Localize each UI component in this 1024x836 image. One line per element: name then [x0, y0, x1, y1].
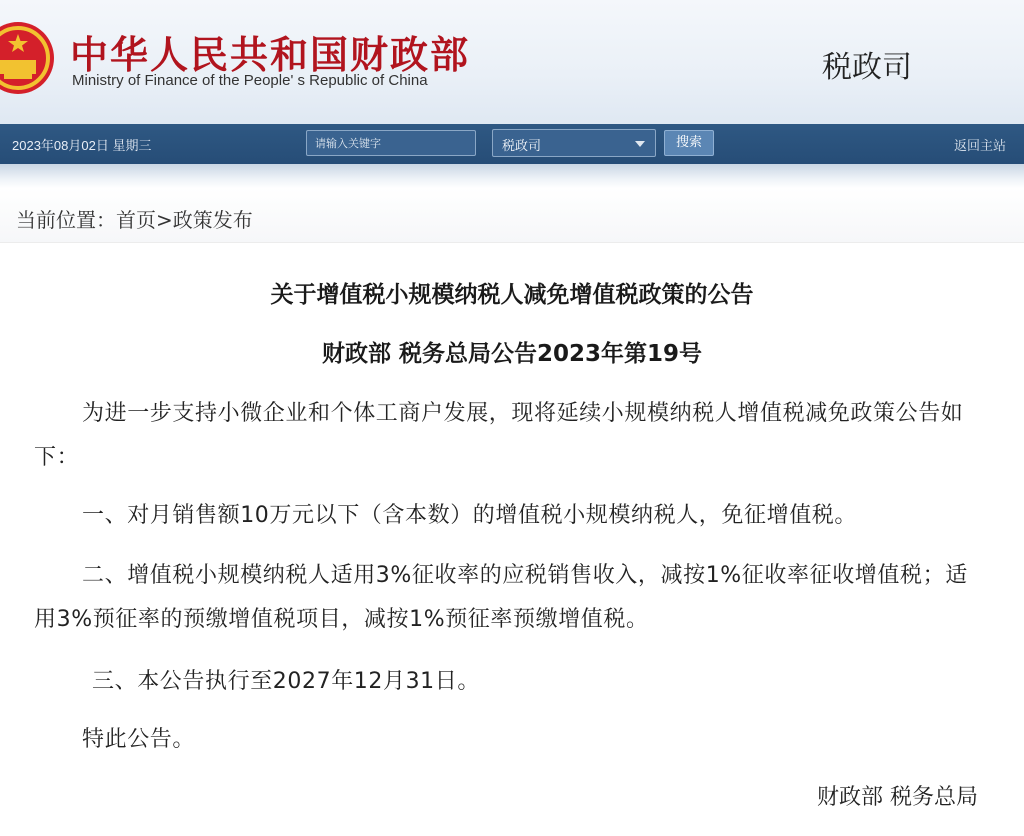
- article-subtitle: 财政部 税务总局公告2023年第19号: [321, 341, 703, 367]
- search-input[interactable]: [306, 130, 476, 156]
- current-date: 2023年08月02日 星期三: [12, 138, 152, 153]
- department-name: 税政司: [822, 50, 912, 85]
- article-paragraph: 一、对月销售额10万元以下（含本数）的增值税小规模纳税人，免征增值税。: [82, 503, 857, 528]
- site-header: [0, 0, 1024, 124]
- chevron-down-icon: [635, 141, 645, 147]
- breadcrumb-current-link[interactable]: 政策发布: [172, 208, 253, 232]
- nav-bar: [0, 124, 1024, 165]
- article-paragraph: 为进一步支持小微企业和个体工商户发展，现将延续小规模纳税人增值税减免政策公告如下：: [34, 401, 964, 470]
- article-title: 关于增值税小规模纳税人减免增值税政策的公告: [270, 282, 754, 308]
- site-title-cn[interactable]: 中华人民共和国财政部: [70, 32, 471, 77]
- article-paragraph: 特此公告。: [82, 727, 196, 752]
- breadcrumb-separator: >: [156, 208, 173, 232]
- back-to-main-site-link[interactable]: 返回主站: [953, 139, 1006, 154]
- article-signature: 财政部 税务总局: [817, 785, 978, 810]
- breadcrumb: [16, 204, 253, 233]
- nav-shadow: [0, 164, 1024, 188]
- department-select-value: 税政司: [502, 139, 542, 154]
- breadcrumb-bar: [0, 188, 1024, 243]
- article-paragraph: 三、本公告执行至2027年12月31日。: [92, 669, 480, 694]
- site-title-en: Ministry of Finance of the People' s Republic of China: [72, 72, 428, 89]
- breadcrumb-prefix: 当前位置：: [16, 208, 116, 232]
- search-button[interactable]: 搜索: [664, 130, 714, 156]
- breadcrumb-home-link[interactable]: 首页: [116, 208, 156, 232]
- national-emblem-icon[interactable]: [0, 20, 56, 96]
- department-select[interactable]: [492, 129, 656, 157]
- article-paragraph: 二、增值税小规模纳税人适用3%征收率的应税销售收入，减按1%征收率征收增值税；适用3%预征率的预缴增值税项目，减按1%预征率预缴增值税。: [34, 563, 968, 632]
